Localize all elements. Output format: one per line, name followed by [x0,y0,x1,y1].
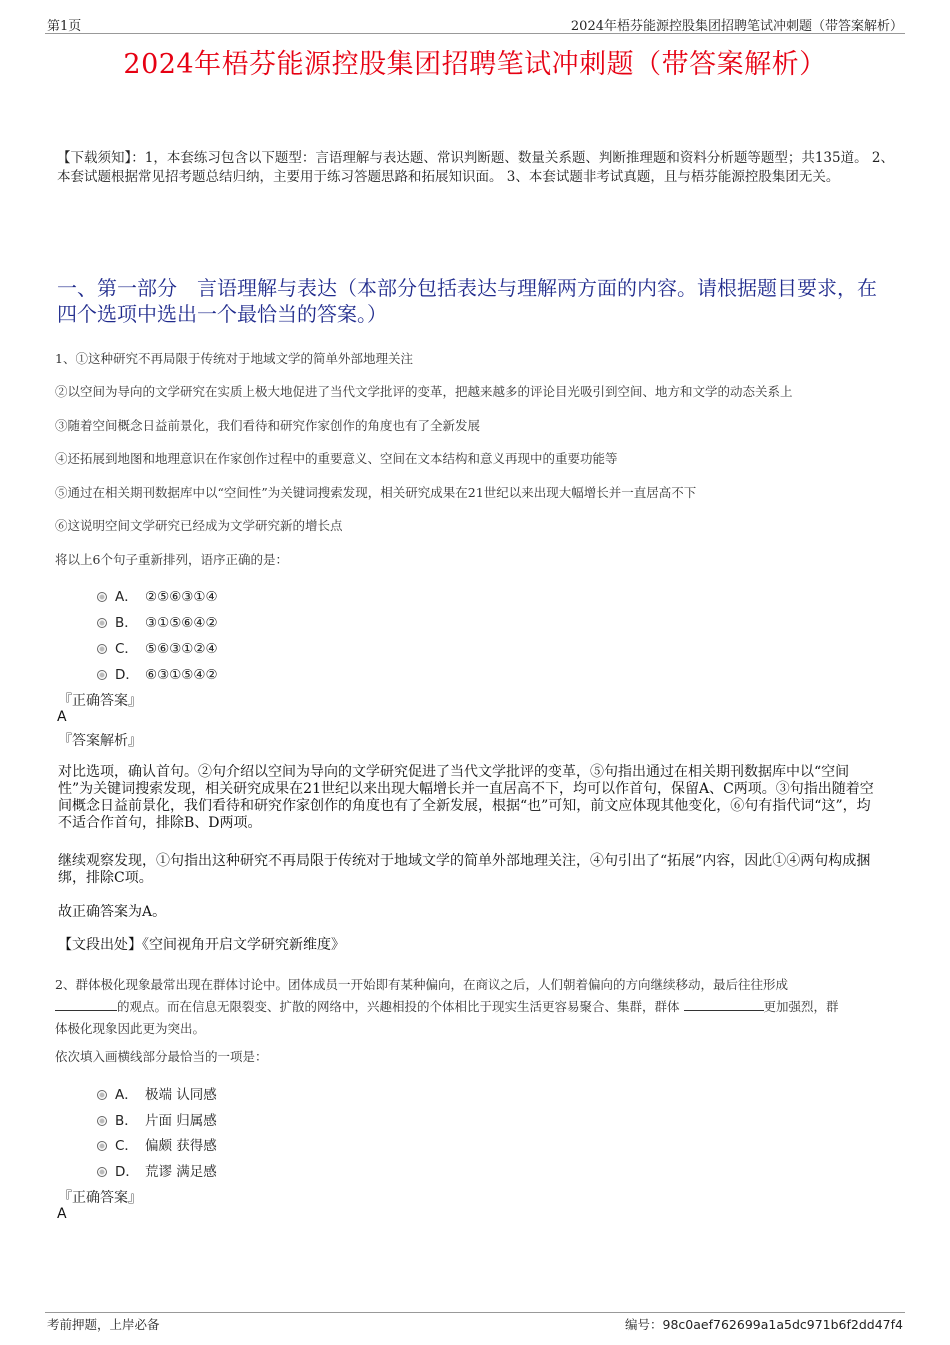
option-letter: A． [115,1087,138,1103]
option-letter: C． [115,1138,138,1154]
option-letter: D． [115,1164,139,1180]
option-letter: C． [115,641,138,657]
q1-source: 【文段出处】《空间视角开启文学研究新维度》 [58,937,345,953]
option-text: ⑥③①⑤④② [145,667,218,683]
section-heading: 一、第一部分 言语理解与表达（本部分包括表达与理解两方面的内容。请根据题目要求，在四个选项中选出一个最恰当的答案。） [57,276,877,326]
q1-analysis-paragraph-1: 对比选项，确认首句。②句介绍以空间为导向的文学研究促进了当代文学批评的变革，⑤句指出通过在相关期刊数据库中以“空间性”为关键词搜索发现，相关研究成果在21世纪以来出现大幅增长并一直居高不下，均可以作首句，保留A、C两项。③句指出随着空间概念日益前景化，我们看待和研究作家创作的角度也有了全新发展，根据“也”可知，前文应体现其他变化，⑥句有指代词“这”，均不适合作首句，排除B、D两项。 [58,764,874,831]
footer-code-label: 编号： [625,1317,663,1332]
q1-answer: A [57,709,67,725]
q1-analysis-label: 『答案解析』 [58,733,142,749]
q2-answer: A [57,1206,67,1222]
q2-option-b[interactable] [97,1109,217,1129]
q1-sentence-4: ④还拓展到地图和地理意识在作家创作过程中的重要意义、空间在文本结构和意义再现中的重要功能等 [55,451,618,466]
running-header-title: 2024年梧芬能源控股集团招聘笔试冲刺题（带答案解析） [570,19,903,34]
radio-icon[interactable] [97,1116,107,1126]
footer-divider [45,1312,905,1313]
q1-analysis-conclusion: 故正确答案为A。 [58,904,167,920]
option-text: ③①⑤⑥④② [145,615,218,631]
option-text: 片面 归属感 [145,1113,217,1129]
q2-stem [55,974,905,1040]
footer-slogan: 考前押题，上岸必备 [47,1317,160,1332]
q2-stem-part-4: 体极化现象因此更为突出。 [55,1021,206,1036]
q1-prompt: 将以上6个句子重新排列，语序正确的是： [55,552,288,567]
q1-option-b[interactable] [97,611,218,631]
q2-option-d[interactable] [97,1160,217,1180]
q1-sentence-6: ⑥这说明空间文学研究已经成为文学研究新的增长点 [55,518,343,533]
q1-sentence-5: ⑤通过在相关期刊数据库中以“空间性”为关键词搜索发现，相关研究成果在21世纪以来出现大幅增长并一直居高不下 [55,485,697,500]
footer-code [625,1315,903,1333]
page-number: 第1页 [47,19,82,34]
download-notice: 【下载须知】：1，本套练习包含以下题型：言语理解与表达题、常识判断题、数量关系题、判断推理题和资料分析题等题型；共135道。 2、本套试题根据常见招考题总结归纳，主要用于练习答题思路和拓展知识面。 3、本套试题非考试真题，且与梧芬能源控股集团无关。 [57,150,894,185]
q1-option-a[interactable] [97,585,218,605]
radio-icon[interactable] [97,1167,107,1177]
q1-answer-label: 『正确答案』 [58,693,142,709]
radio-icon[interactable] [97,1090,107,1100]
q2-option-a[interactable] [97,1083,217,1103]
q2-option-c[interactable] [97,1134,217,1154]
q1-option-d[interactable] [97,663,218,683]
option-letter: B． [115,1113,138,1129]
option-text: 荒谬 满足感 [145,1164,217,1180]
q2-prompt: 依次填入画横线部分最恰当的一项是： [55,1049,268,1064]
q1-sentence-2: ②以空间为导向的文学研究在实质上极大地促进了当代文学批评的变革，把越来越多的评论目光吸引到空间、地方和文学的动态关系上 [55,384,793,399]
option-text: ②⑤⑥③①④ [145,589,218,605]
page-title: 2024年梧芬能源控股集团招聘笔试冲刺题（带答案解析） [123,49,827,80]
q2-stem-part-3: 更加强烈，群 [763,999,839,1014]
q1-option-c[interactable] [97,637,218,657]
option-text: 极端 认同感 [145,1087,217,1103]
q1-sentence-1: 1、①这种研究不再局限于传统对于地域文学的简单外部地理关注 [55,351,413,366]
blank-2 [684,998,764,1011]
radio-icon[interactable] [97,592,107,602]
blank-1 [55,998,117,1011]
radio-icon[interactable] [97,618,107,628]
option-letter: B． [115,615,138,631]
radio-icon[interactable] [97,670,107,680]
footer-code-value: 98c0aef762699a1a5dc971b6f2dd47f4 [662,1317,903,1332]
q2-stem-part-1: 2、群体极化现象最常出现在群体讨论中。团体成员一开始即有某种偏向，在商议之后，人们朝着偏向的方向继续移动，最后往往形成 [55,977,788,992]
option-letter: D． [115,667,139,683]
q2-stem-part-2: 的观点。而在信息无限裂变、扩散的网络中，兴趣相投的个体相比于现实生活更容易聚合、集群，群体 [117,999,680,1014]
radio-icon[interactable] [97,1141,107,1151]
q1-sentence-3: ③随着空间概念日益前景化，我们看待和研究作家创作的角度也有了全新发展 [55,418,481,433]
header-divider [45,33,905,34]
option-text: 偏颇 获得感 [145,1138,217,1154]
option-letter: A． [115,589,138,605]
option-text: ⑤⑥③①②④ [145,641,218,657]
q2-answer-label: 『正确答案』 [58,1190,142,1206]
radio-icon[interactable] [97,644,107,654]
q1-analysis-paragraph-2: 继续观察发现，①句指出这种研究不再局限于传统对于地域文学的简单外部地理关注，④句引出了“拓展”内容，因此①④两句构成捆绑，排除C项。 [58,853,871,886]
